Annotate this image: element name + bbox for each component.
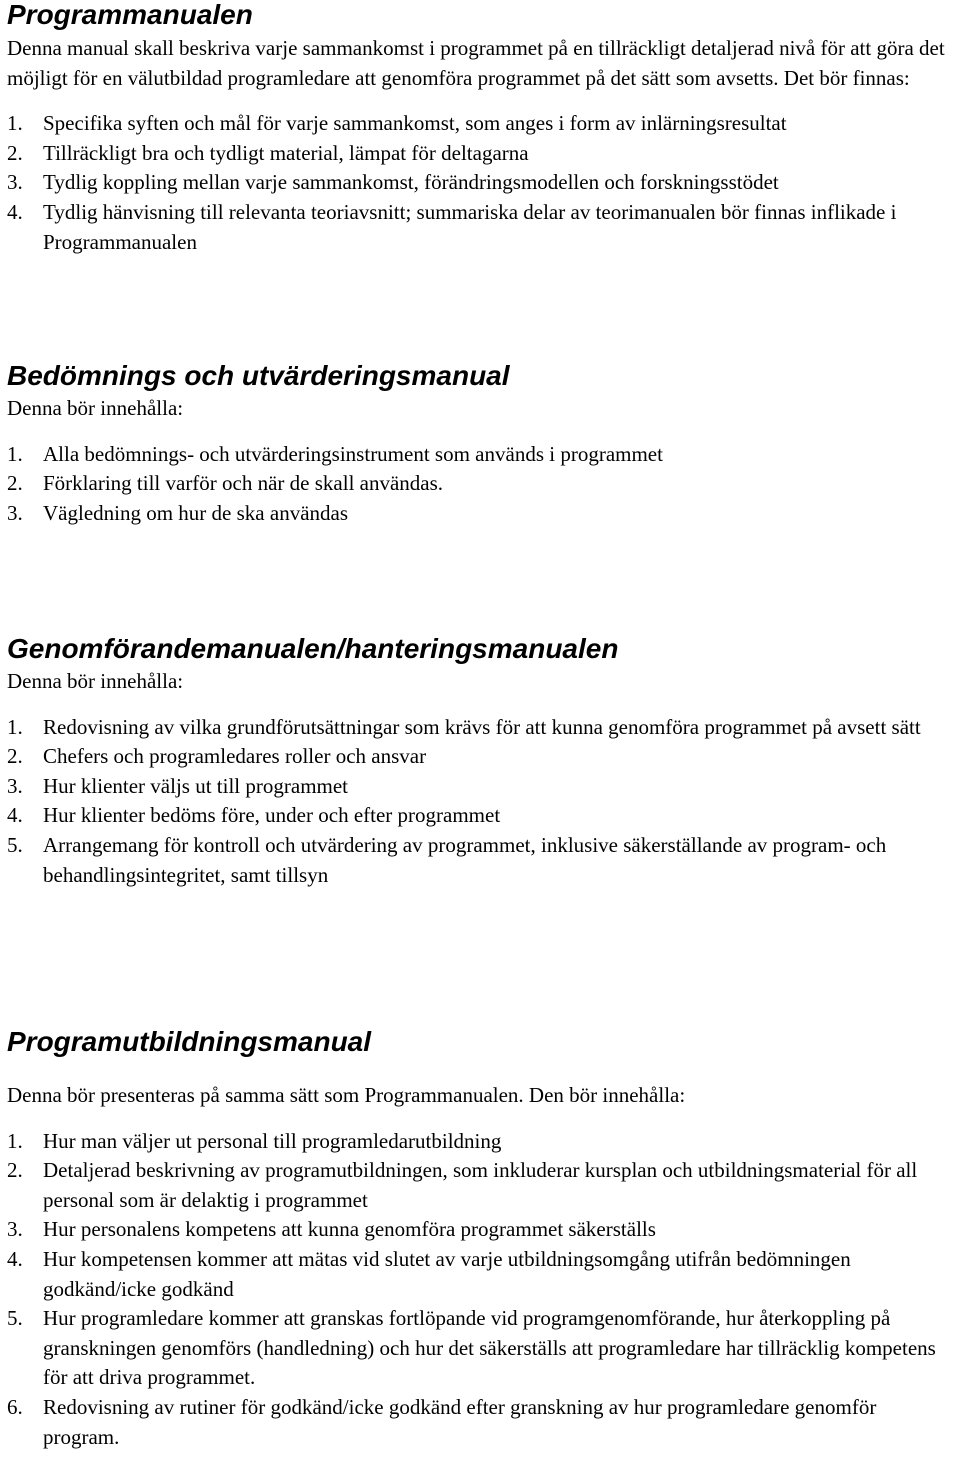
item-text: Vägledning om hur de ska användas — [43, 500, 349, 525]
item-number: 2. — [7, 471, 23, 496]
item-number: 2. — [7, 1158, 23, 1183]
list-item — [7, 831, 957, 890]
list-item — [7, 1215, 957, 1245]
item-number: 2. — [7, 744, 23, 769]
list-item — [7, 499, 957, 529]
list-item — [7, 1304, 957, 1393]
item-number: 4. — [7, 803, 23, 828]
item-number: 3. — [7, 1217, 23, 1242]
item-list — [7, 713, 957, 891]
item-text: Tydlig hänvisning till relevanta teoriavsnitt; summariska delar av teorimanualen bör finnas inflikade i Programmanualen — [43, 199, 897, 254]
item-number: 6. — [7, 1394, 23, 1419]
item-number: 3. — [7, 500, 23, 525]
list-item — [7, 801, 957, 831]
item-list — [7, 440, 957, 529]
item-text: Hur klienter bedöms före, under och efter programmet — [43, 803, 501, 828]
item-number: 1. — [7, 111, 23, 136]
section-heading: Programmanualen — [7, 0, 253, 30]
item-text: Redovisning av rutiner för godkänd/icke godkänd efter granskning av hur programledare genomför program. — [43, 1394, 877, 1449]
item-text: Hur programledare kommer att granskas fortlöpande vid programgenomförande, hur återkoppling på granskningen genomförs (handledning) och hur det säkerställs att programledare har tillräcklig kompetens för att driva programmet. — [43, 1306, 936, 1390]
item-number: 2. — [7, 140, 23, 165]
list-item — [7, 168, 957, 198]
section-bedomnings — [7, 361, 957, 528]
list-item — [7, 1127, 957, 1157]
list-item — [7, 1393, 957, 1452]
section-intro: Denna bör presenteras på samma sätt som Programmanualen. Den bör innehålla: — [7, 1083, 686, 1107]
item-number: 5. — [7, 1306, 23, 1331]
list-item — [7, 139, 957, 169]
list-item — [7, 772, 957, 802]
item-text: Hur kompetensen kommer att mätas vid slutet av varje utbildningsomgång utifrån bedömningen godkänd/icke godkänd — [43, 1246, 851, 1301]
item-number: 4. — [7, 1246, 23, 1271]
item-text: Specifika syften och mål för varje sammankomst, som anges i form av inlärningsresultat — [43, 111, 787, 136]
item-text: Detaljerad beskrivning av programutbildningen, som inkluderar kursplan och utbildningsmaterial för all personal som är delaktig i programmet — [43, 1158, 918, 1212]
list-item — [7, 440, 957, 470]
item-text: Arrangemang för kontroll och utvärdering av programmet, inklusive säkerställande av program- och behandlingsintegritet, samt tillsyn — [43, 832, 887, 887]
item-number: 1. — [7, 441, 23, 466]
list-item — [7, 198, 957, 257]
list-item — [7, 742, 957, 772]
section-heading: Bedömnings och utvärderingsmanual — [7, 360, 510, 391]
item-number: 4. — [7, 199, 23, 224]
section-intro: Denna manual skall beskriva varje sammankomst i programmet på en tillräckligt detaljerad nivå för att göra det möjligt för en välutbildad programledare att genomföra programmet på det sätt som avsetts. Det bör finnas: — [7, 36, 945, 90]
item-number: 5. — [7, 832, 23, 857]
list-item — [7, 713, 957, 743]
section-intro: Denna bör innehålla: — [7, 396, 184, 420]
section-programmanualen — [7, 0, 957, 257]
item-number: 3. — [7, 773, 23, 798]
item-number: 1. — [7, 714, 23, 739]
item-text: Tydlig koppling mellan varje sammankomst, förändringsmodellen och forskningsstödet — [43, 170, 779, 195]
section-genomforande — [7, 634, 957, 890]
item-list — [7, 109, 957, 257]
section-programutbildning — [7, 1027, 957, 1452]
item-text: Hur personalens kompetens att kunna genomföra programmet säkerställs — [43, 1217, 656, 1242]
section-intro: Denna bör innehålla: — [7, 669, 184, 693]
item-list — [7, 1127, 957, 1453]
list-item — [7, 109, 957, 139]
item-text: Hur klienter väljs ut till programmet — [43, 773, 349, 798]
item-text: Alla bedömnings- och utvärderingsinstrument som används i programmet — [43, 441, 663, 466]
section-heading: Genomförandemanualen/hanteringsmanualen — [7, 633, 619, 664]
item-text: Hur man väljer ut personal till programledarutbildning — [43, 1128, 502, 1153]
item-text: Förklaring till varför och när de skall användas. — [43, 471, 444, 496]
item-number: 3. — [7, 170, 23, 195]
list-item — [7, 1156, 957, 1215]
list-item — [7, 469, 957, 499]
section-heading: Programutbildningsmanual — [7, 1026, 372, 1057]
item-text: Chefers och programledares roller och ansvar — [43, 744, 427, 769]
item-text: Tillräckligt bra och tydligt material, lämpat för deltagarna — [43, 140, 529, 165]
list-item — [7, 1245, 957, 1304]
item-number: 1. — [7, 1128, 23, 1153]
item-text: Redovisning av vilka grundförutsättningar som krävs för att kunna genomföra programmet på avsett sätt — [43, 714, 921, 739]
